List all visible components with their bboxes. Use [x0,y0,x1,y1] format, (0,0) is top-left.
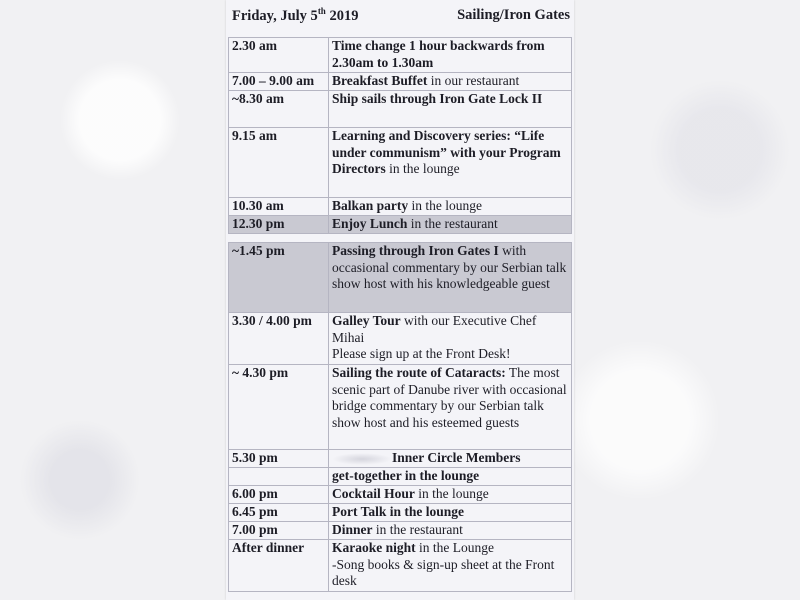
schedule-table-afternoon [228,242,572,592]
event-description: Balkan party in the lounge [329,198,572,216]
event-description: Ship sails through Iron Gate Lock II [329,91,572,128]
event-time: 3.30 / 4.00 pm [229,313,329,365]
header-title: Sailing/Iron Gates [457,6,570,23]
table-row [229,243,572,313]
event-description: Learning and Discovery series: “Life under communism” with your Program Directors in the lounge [329,128,572,198]
event-description: Breakfast Buffet in our restaurant [329,73,572,91]
event-time: ~8.30 am [229,91,329,128]
event-description: Dinner in the restaurant [329,522,572,540]
schedule-sheet [226,0,574,600]
event-description: get-together in the lounge [329,468,572,486]
table-row [229,540,572,592]
table-row [229,450,572,468]
table-row [229,486,572,504]
schedule-table-morning [228,37,572,234]
table-row [229,313,572,365]
event-time: After dinner [229,540,329,592]
event-description: Karaoke night in the Lounge -Song books & sign-up sheet at the Front desk [329,540,572,592]
event-time: ~1.45 pm [229,243,329,313]
page-header [232,4,570,26]
table-row [229,38,572,73]
table-row [229,73,572,91]
table-row [229,365,572,450]
event-time: 6.45 pm [229,504,329,522]
event-description: Passing through Iron Gates I with occasional commentary by our Serbian talk show host with his knowledgeable guest [329,243,572,313]
event-description: Inner Circle Members [329,450,572,468]
event-description: Sailing the route of Cataracts: The most scenic part of Danube river with occasional bridge commentary by our Serbian talk show host and his esteemed guests [329,365,572,450]
event-time [229,468,329,486]
event-time: 7.00 pm [229,522,329,540]
table-row [229,91,572,128]
table-row [229,128,572,198]
event-time: 9.15 am [229,128,329,198]
event-time: 7.00 – 9.00 am [229,73,329,91]
event-time: 10.30 am [229,198,329,216]
header-date: Friday, July 5th 2019 [232,5,359,24]
event-description: Enjoy Lunch in the restaurant [329,216,572,234]
event-time: 12.30 pm [229,216,329,234]
smudge-mark [332,453,392,465]
table-row [229,216,572,234]
event-description: Galley Tour with our Executive Chef Mihai Please sign up at the Front Desk! [329,313,572,365]
event-time: 5.30 pm [229,450,329,468]
table-row [229,468,572,486]
event-time: ~ 4.30 pm [229,365,329,450]
event-description: Cocktail Hour in the lounge [329,486,572,504]
event-description: Time change 1 hour backwards from 2.30am to 1.30am [329,38,572,73]
event-description: Port Talk in the lounge [329,504,572,522]
event-time: 6.00 pm [229,486,329,504]
table-row [229,504,572,522]
table-row [229,522,572,540]
table-row [229,198,572,216]
event-time: 2.30 am [229,38,329,73]
